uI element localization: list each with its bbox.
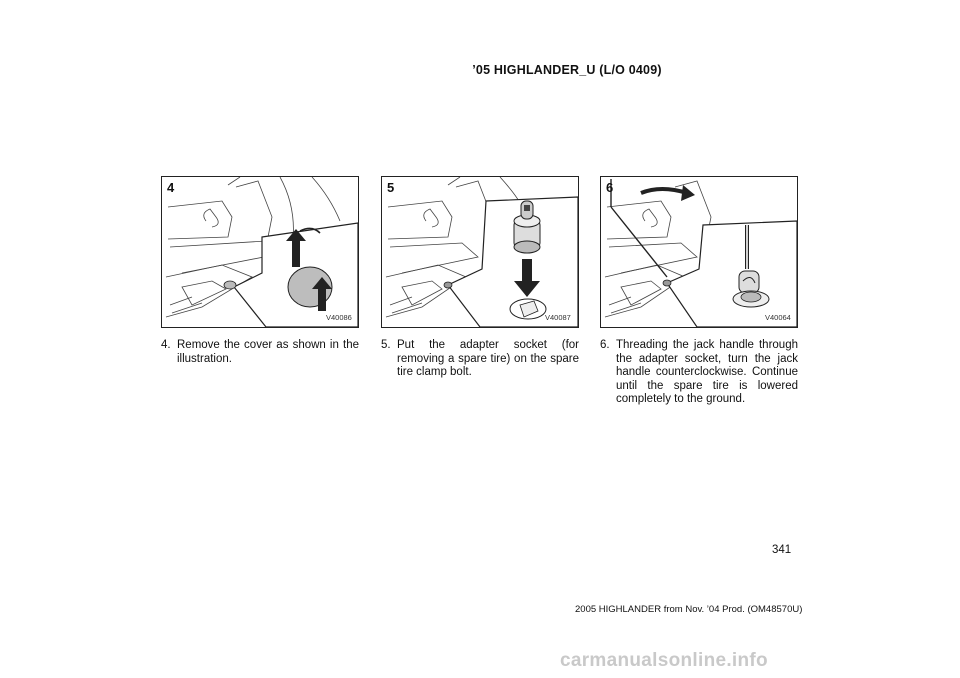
- page-header: [0, 63, 960, 77]
- watermark: carmanualsonline.info: [560, 650, 768, 671]
- figure-step-4-number: 4: [167, 180, 175, 195]
- step-5-instruction: [381, 339, 579, 380]
- figure-step-5-code: V40087: [545, 313, 571, 322]
- step-number: 6.: [600, 339, 610, 351]
- figure-step-4: [161, 176, 359, 328]
- step-6-instruction: [600, 339, 798, 407]
- figure-step-6-number: 6: [606, 180, 614, 195]
- header-title: ’05 HIGHLANDER_U (L/O 0409): [472, 63, 662, 77]
- figure-step-5: [381, 176, 579, 328]
- page-number: 341: [772, 544, 792, 556]
- page-footer: 2005 HIGHLANDER from Nov. ’04 Prod. (OM48570U): [575, 604, 803, 615]
- step-text: Remove the cover as shown in the illustration.: [177, 339, 359, 365]
- figure-step-6: [600, 176, 798, 328]
- step-number: 4.: [161, 339, 171, 351]
- figure-step-5-number: 5: [387, 180, 395, 195]
- figure-step-4-code: V40086: [326, 313, 352, 322]
- step-text: Put the adapter socket (for removing a spare tire) on the spare tire clamp bolt.: [397, 339, 579, 379]
- step-text: Threading the jack handle through the adapter socket, turn the jack handle counterclockwise. Continue until the spare tire is lowered completely to the ground.: [616, 339, 798, 406]
- step-4-instruction: [161, 339, 359, 366]
- figure-step-6-code: V40064: [765, 313, 791, 322]
- step-number: 5.: [381, 339, 391, 351]
